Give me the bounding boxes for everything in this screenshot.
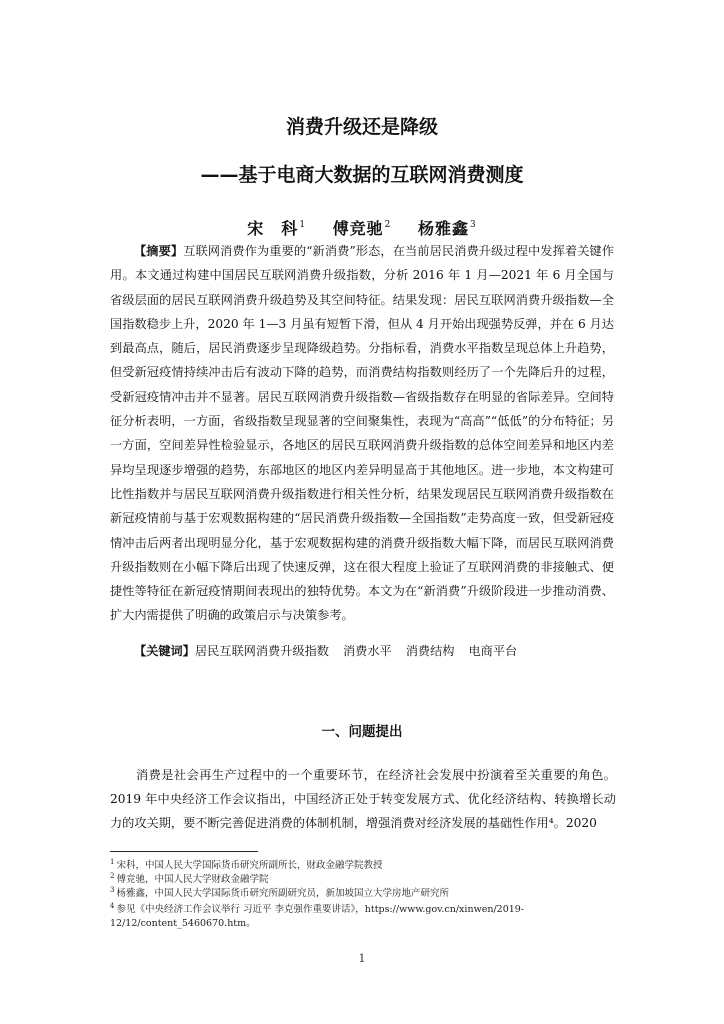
- footnote-mark: 1: [110, 858, 115, 866]
- paper-title: 消费升级还是降级: [285, 116, 438, 138]
- footnote: $^4$ 参见《中央经济工作会议举行 习近平 李克强作重要讲话》，https://www.gov.cn/xinwen/2019-12/12/content_5460670.htm。: [110, 902, 525, 929]
- abstract-text: 互联网消费作为重要的“新消费”形态，在当前居民消费升级过程中发挥着关键作用。本文通过构建中国居民互联网消费升级指数，分析 2016 年 1 月—2021 年 6 月全国与省级层面的居民互联网消费升级趋势及其空间特征。结果发现：居民互联网消费升级指数—全国指数稳步上升，2020 年 1—3 月虽有短暂下滑，但从 4 月开始出现强势反弹，并在 6 月达到最高点，随后，居民消费逐步呈现降级趋势。分指标看，消费水平指数呈现总体上升趋势，但受新冠疫情持续冲击后有波动下降的趋势，而消费结构指数则经历了一个先降后升的过程，受新冠疫情冲击并不显著。居民互联网消费升级指数—省级指数存在明显的省际差异。空间特征分析表明，一方面，省级指数呈现显著的空间聚集性，表现为“高高”“低低”的分布特征；另一方面，空间差异性检验显示，各地区的居民互联网消费升级指数的总体空间差异和地区内差异均呈现逐步增强的趋势，东部地区的地区内差异明显高于其他地区。进一步地，本文构建可比性指数并与居民互联网消费升级指数进行相关性分析，结果发现居民互联网消费升级指数在新冠疫情前与基于宏观数据构建的“居民消费升级指数—全国指数”走势高度一致，但受新冠疫情冲击后两者出现明显分化，基于宏观数据构建的消费升级指数大幅下降，而居民互联网消费升级指数则在小幅下降后出现了快速反弹，这在很大程度上验证了互联网消费的非接触式、便捷性等特征在新冠疫情期间表现出的独特优势。本文为在“新消费”升级阶段进一步推动消费、扩大内需提供了明确的政策启示与决策参考。: [110, 244, 614, 623]
- section-heading: 一、问题提出: [321, 724, 403, 740]
- footnote-mark: 2: [110, 872, 115, 880]
- keywords-label: 【关键词】: [134, 644, 195, 658]
- author-footnote-mark: 1: [299, 220, 307, 230]
- body-paragraph: 消费是社会再生产过程中的一个重要环节，在经济社会发展中扮演着至关重要的角色。2019 年中央经济工作会议指出，中国经济正处于转变发展方式、优化经济结构、转换增长动力的攻关期，要不断完善促进消费的体制机制，增强消费对经济发展的基础性作用⁴。2020: [110, 768, 616, 830]
- author-footnote-mark: 3: [469, 220, 477, 230]
- keyword: 消费结构: [405, 644, 455, 658]
- paper-subtitle: ——基于电商大数据的互联网消费测度: [200, 164, 524, 186]
- keyword: 居民互联网消费升级指数: [194, 644, 329, 658]
- page-number: 1: [358, 952, 366, 965]
- abstract: [110, 239, 614, 628]
- keyword: 消费水平: [343, 644, 392, 658]
- author-list: [0, 216, 724, 239]
- author: 傅竞驰$^2$: [332, 219, 392, 238]
- keyword: 电商平台: [468, 644, 518, 658]
- keywords: [110, 639, 614, 663]
- footnote: $^1$ 宋科，中国人民大学国际货币研究所副所长，财政金融学院教授: [110, 858, 383, 871]
- footnote: $^3$ 杨雅鑫，中国人民大学国际货币研究所副研究员，新加坡国立大学房地产研究所: [110, 886, 449, 899]
- author-footnote-mark: 2: [384, 220, 392, 230]
- footnote-mark: 3: [110, 886, 115, 894]
- footnote-divider: [110, 851, 258, 852]
- footnote: $^2$ 傅竞驰，中国人民大学财政金融学院: [110, 872, 269, 885]
- author: 宋 科$^1$: [247, 219, 307, 238]
- abstract-label: 【摘要】: [134, 244, 184, 258]
- footnote-mark: 4: [110, 902, 115, 910]
- author: 杨雅鑫$^3$: [417, 219, 477, 238]
